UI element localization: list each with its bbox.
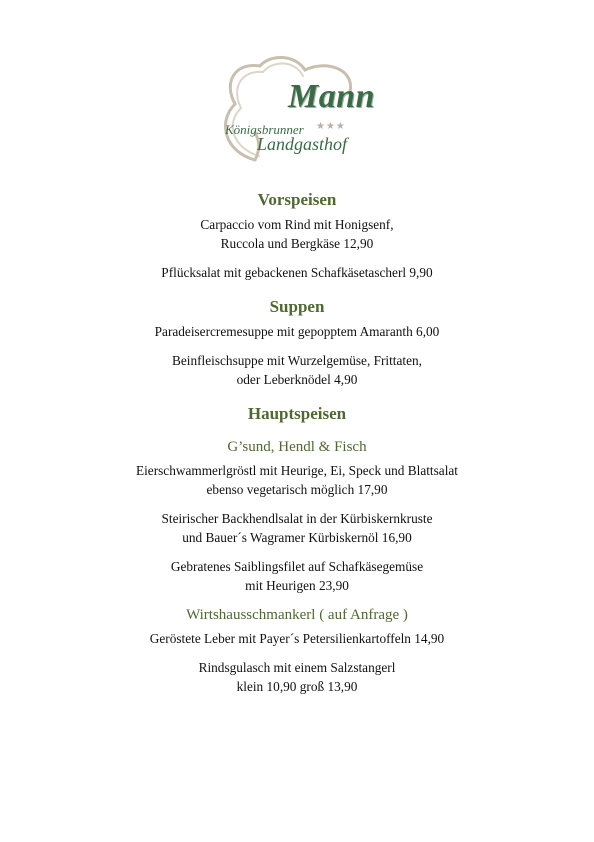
menu-item	[0, 322, 594, 341]
menu-item-line: Gebratenes Saiblingsfilet auf Schafkäsegemüse	[170, 559, 424, 574]
menu-item	[0, 263, 594, 282]
menu-item	[0, 351, 594, 389]
logo-name: Mann	[288, 78, 376, 115]
menu-item-line: und Bauer´s Wagramer Kürbiskernöl 16,90	[182, 530, 412, 545]
logo-subtitle-line2: Landgasthof	[257, 134, 348, 154]
section-title-suppen: Suppen	[269, 297, 325, 316]
menu-item-line: Steirischer Backhendlsalat in der Kürbiskernkruste	[161, 511, 433, 526]
menu-item-line: Rindsgulasch mit einem Salzstangerl	[198, 660, 396, 675]
menu-item	[0, 461, 594, 499]
restaurant-logo	[215, 52, 385, 164]
menu-item-line: Pflücksalat mit gebackenen Schafkäsetascherl 9,90	[161, 265, 433, 280]
menu-item	[0, 629, 594, 648]
menu-item	[0, 509, 594, 547]
menu-item	[0, 658, 594, 696]
menu-item-line: oder Leberknödel 4,90	[236, 372, 358, 387]
subsection-title-gsund: G’sund, Hendl & Fisch	[227, 439, 367, 455]
menu-item-line: mit Heurigen 23,90	[245, 578, 349, 593]
menu-content	[0, 189, 594, 696]
logo-stars: ★★★	[316, 121, 346, 132]
menu-item-line: Ruccola und Bergkäse 12,90	[220, 236, 374, 251]
section-title-hauptspeisen: Hauptspeisen	[247, 404, 347, 423]
logo-subtitle-line1: Königsbrunner	[225, 122, 304, 137]
menu-item-line: Paradeisercremesuppe mit gepopptem Amaranth 6,00	[154, 324, 440, 339]
menu-item	[0, 215, 594, 253]
menu-item-line: ebenso vegetarisch möglich 17,90	[206, 482, 388, 497]
menu-item-line: Beinfleischsuppe mit Wurzelgemüse, Frittaten,	[172, 353, 422, 368]
menu-item-line: Eierschwammerlgröstl mit Heurige, Ei, Speck und Blattsalat	[135, 463, 458, 478]
subsection-title-wirtshausschmankerl: Wirtshausschmankerl ( auf Anfrage )	[186, 607, 408, 623]
section-title-vorspeisen: Vorspeisen	[257, 190, 337, 209]
menu-item	[0, 557, 594, 595]
menu-item-line: klein 10,90 groß 13,90	[236, 679, 358, 694]
menu-item-line: Geröstete Leber mit Payer´s Petersilienkartoffeln 14,90	[149, 631, 445, 646]
menu-item-line: Carpaccio vom Rind mit Honigsenf,	[200, 217, 394, 232]
